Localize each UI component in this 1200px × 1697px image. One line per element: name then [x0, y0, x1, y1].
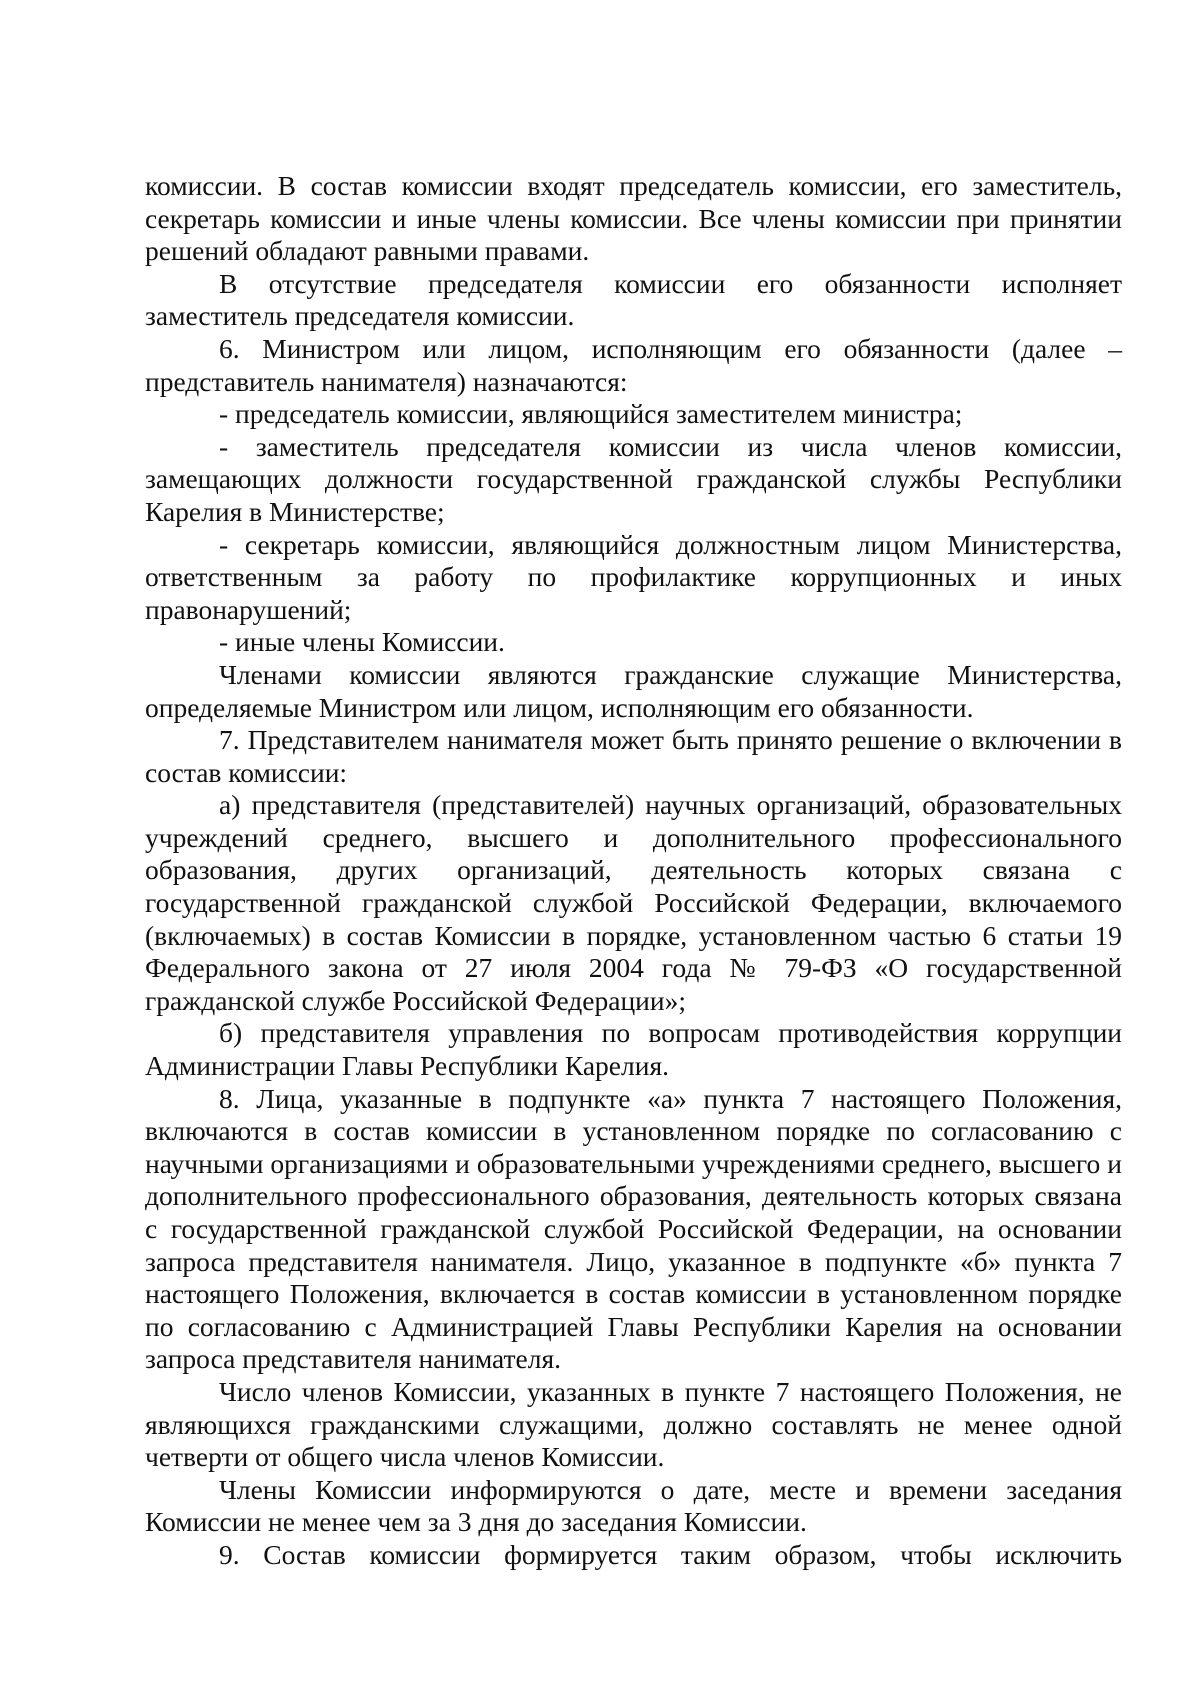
list-item-secretary: - секретарь комиссии, являющийся должностным лицом Министерства, ответственным за работу по профилактике коррупционных и иных правонарушений;	[145, 528, 1122, 625]
list-item-other-members: - иные члены Комиссии.	[219, 626, 505, 658]
paragraph-item-8: 8. Лица, указанные в подпункте «а» пункта 7 настоящего Положения, включаются в состав комиссии в установленном порядке по согласованию с научными организациями и образовательными учреждениями среднего, высшего и дополнительного профессионального образования, деятельность которых связана с государственной гражданской службой Российской Федерации, на основании запроса представителя нанимателя. Лицо, указанное в подпункте «б» пункта 7 настоящего Положения, включается в состав комиссии в установленном порядке по согласованию с Администрацией Главы Республики Карелия на основании запроса представителя нанимателя.	[145, 1082, 1122, 1375]
paragraph-item-9: 9. Состав комиссии формируется таким образом, чтобы исключить	[219, 1538, 1122, 1570]
paragraph-commission-composition: комиссии. В состав комиссии входят председатель комиссии, его заместитель, секретарь комиссии и иные члены комиссии. Все члены комиссии при принятии решений обладают равными правами.	[145, 170, 1122, 267]
subitem-7b: б) представителя управления по вопросам противодействия коррупции Администрации Главы Республики Карелия.	[145, 1017, 1122, 1082]
subitem-7a: а) представителя (представителей) научных организаций, образовательных учреждений среднего, высшего и дополнительного профессионального образования, других организаций, деятельность которых связана с государственной гражданской службой Российской Федерации, включаемого (включаемых) в состав Комиссии в порядке, установленном частью 6 статьи 19 Федерального закона от 27 июля 2004 года № 79-ФЗ «О государственной гражданской службе Российской Федерации»;	[145, 789, 1122, 1016]
paragraph-item-7: 7. Представителем нанимателя может быть принято решение о включении в состав комиссии:	[145, 724, 1122, 788]
paragraph-members-notification: Члены Комиссии информируются о дате, месте и времени заседания Комиссии не менее чем за 3 дня до заседания Комиссии.	[145, 1473, 1122, 1538]
paragraph-item-6: 6. Министром или лицом, исполняющим его обязанности (далее – представитель нанимателя) назначаются:	[145, 332, 1122, 397]
list-item-chairman: - председатель комиссии, являющийся заместителем министра;	[219, 398, 963, 430]
paragraph-chair-absence: В отсутствие председателя комиссии его обязанности исполняет заместитель председателя комиссии.	[145, 267, 1122, 332]
list-item-deputy-chairman: - заместитель председателя комиссии из числа членов комиссии, замещающих должности государственной гражданской службы Республики Карелия в Министерстве;	[145, 430, 1122, 527]
paragraph-non-civil-members-quota: Число членов Комиссии, указанных в пункте 7 настоящего Положения, не являющихся гражданскими служащими, должно составлять не менее одной четверти от общего числа членов Комиссии.	[145, 1375, 1122, 1473]
paragraph-members-definition: Членами комиссии являются гражданские служащие Министерства, определяемые Министром или лицом, исполняющим его обязанности.	[145, 658, 1122, 723]
document-body	[145, 170, 1122, 1572]
